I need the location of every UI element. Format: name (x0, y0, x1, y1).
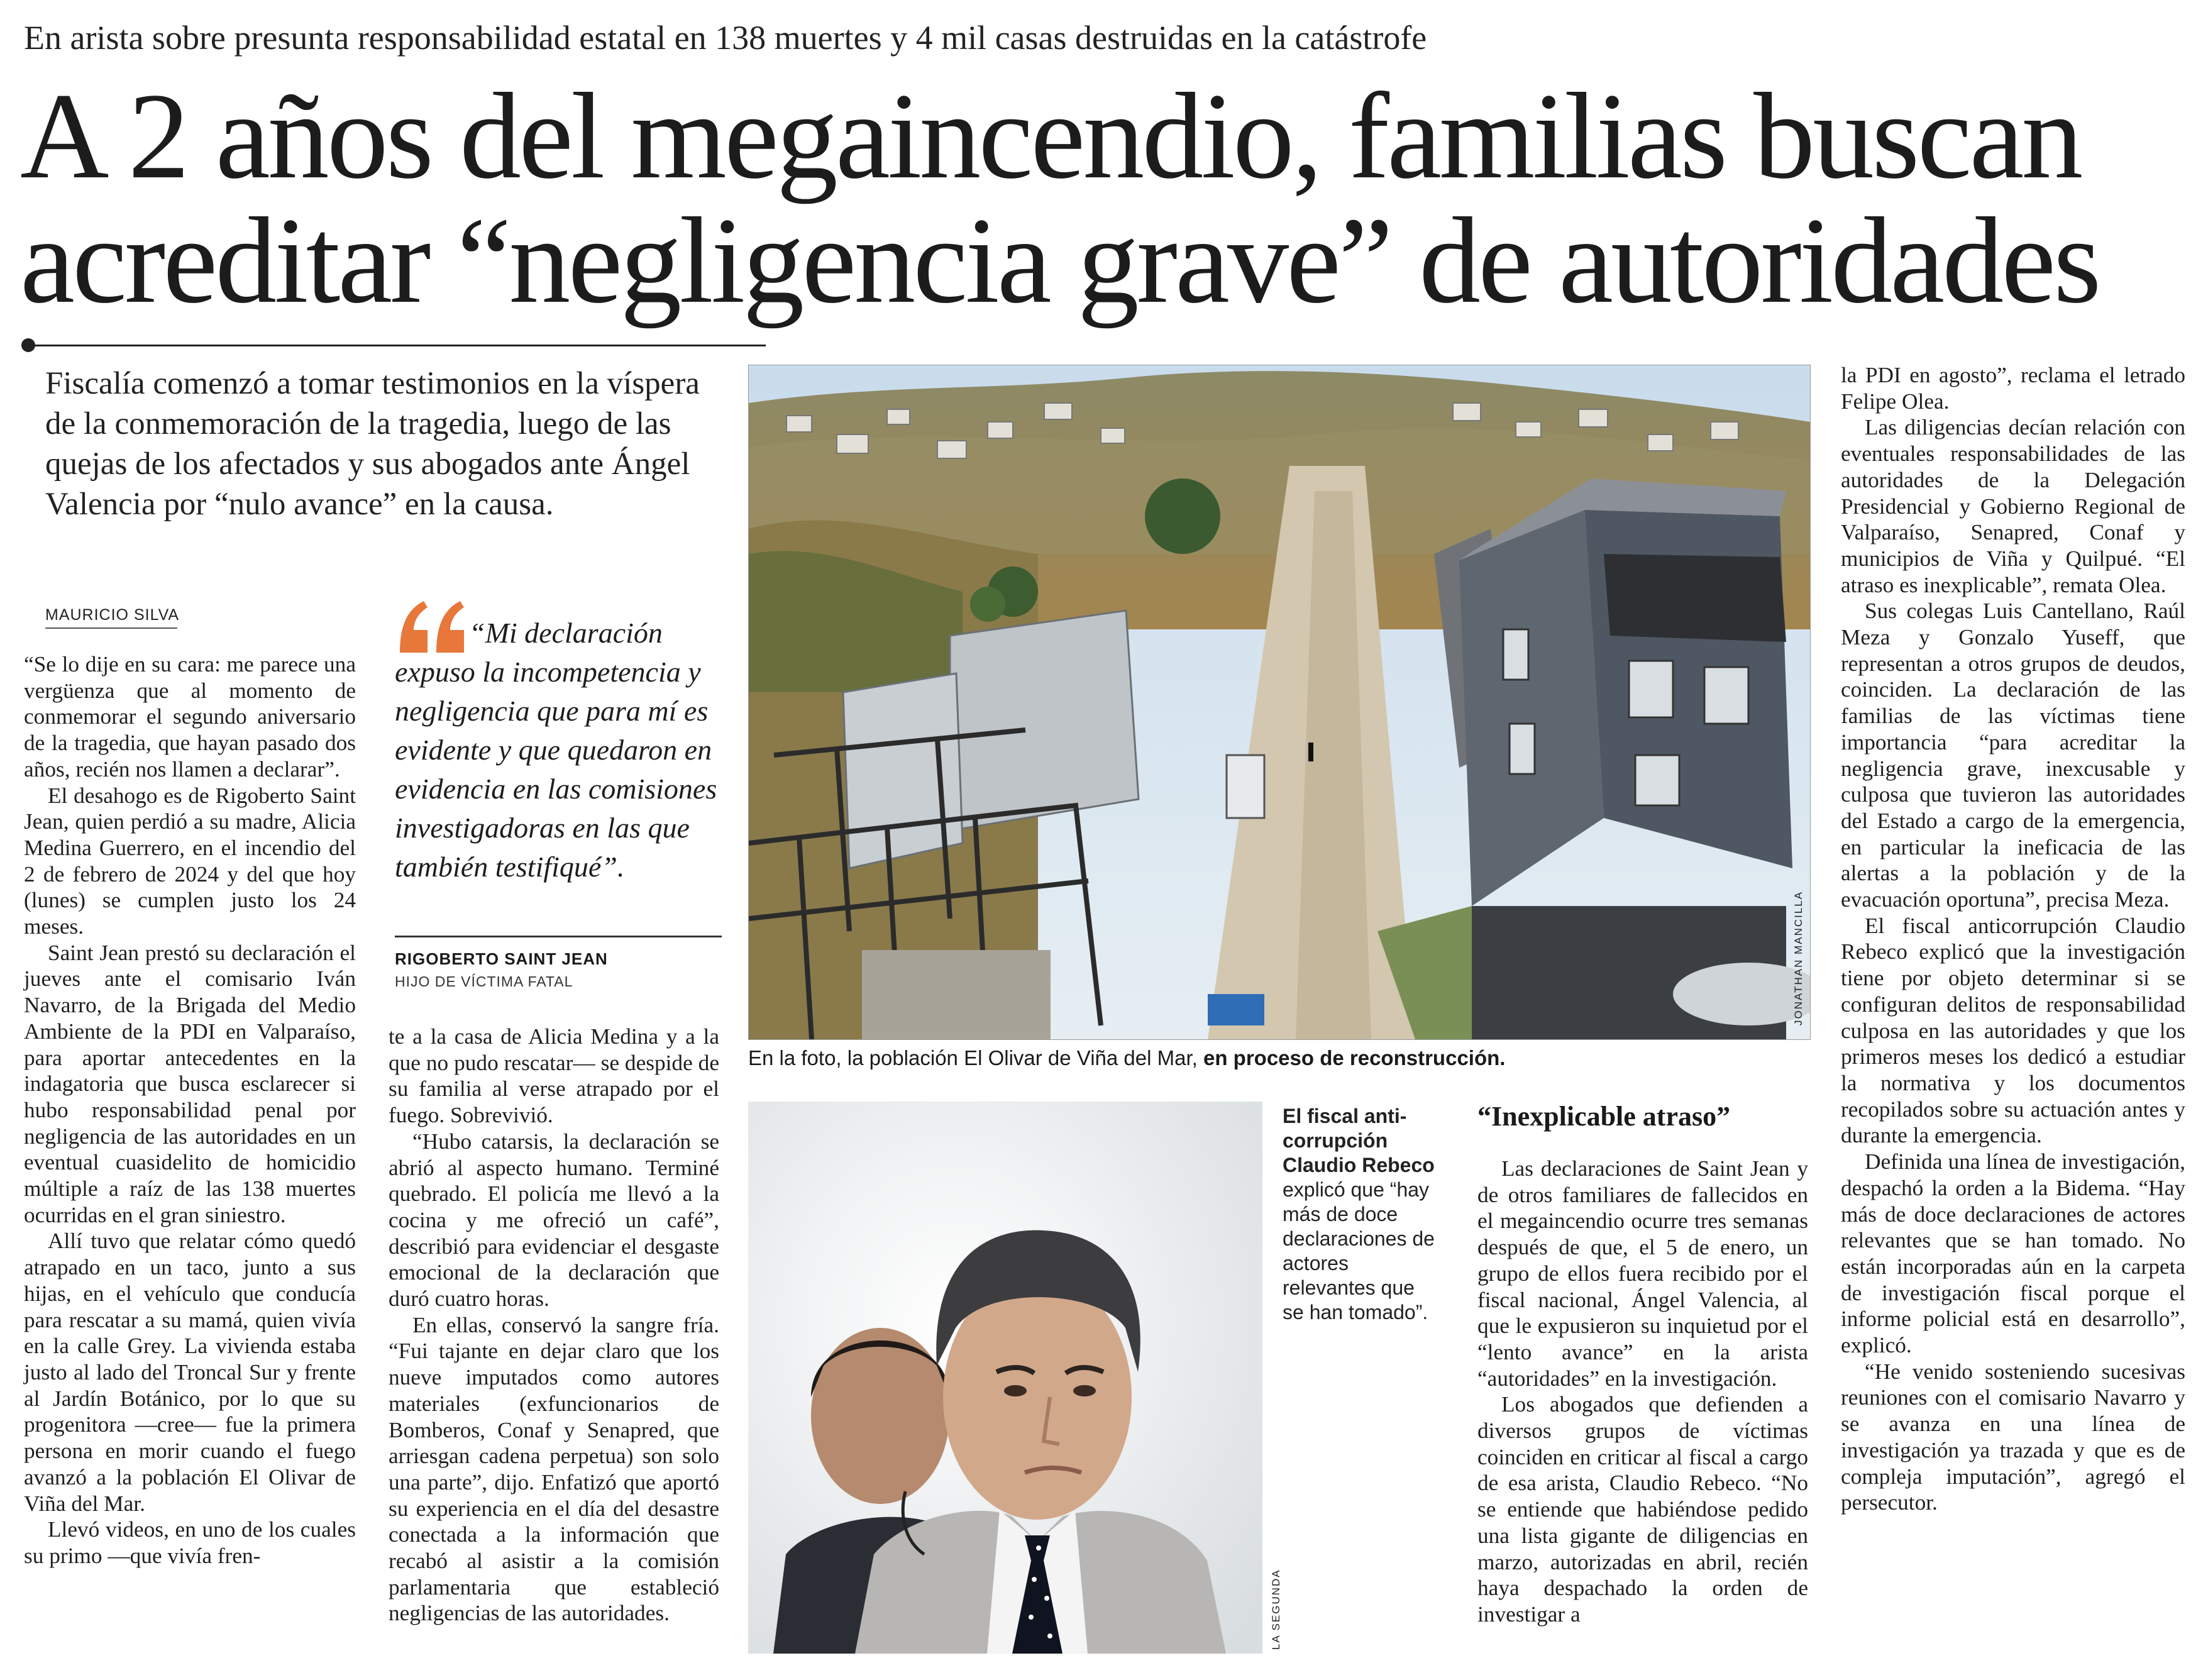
paragraph: Saint Jean prestó su declaración el jueves ante el comisario Iván Navarro, de la Brigada del Medio Ambiente de la PDI en Valparaíso, para aportar antecedentes en la indagatoria que busca esclarecer si hubo responsabilidad penal por negligencia de las autoridades en un eventual cuasidelito de homicidio múltiple a raíz de las 138 muertes ocurridas en el gran siniestro. (24, 940, 356, 1227)
headline (20, 68, 2195, 329)
headline-line-1: A 2 años del megaincendio, familias buscan (20, 68, 2081, 204)
paragraph: Allí tuvo que relatar cómo quedó atrapado en un taco, junto a sus hijas, en el vehículo que conducía para rescatar a su mamá, quien vivía en la calle Grey. La vivienda estaba justo al lado del Troncal Sur y frente al Jardín Botánico, por lo que su progenitora —cree— fue la primera persona en morir cuando el fuego avanzó a la población El Olivar de Viña del Mar. (24, 1229, 356, 1516)
paragraph: la PDI en agosto”, reclama el letrado Felipe Olea. (1841, 363, 2185, 414)
pull-quote-rule (395, 936, 722, 937)
photo1-credit: JONATHAN MANCILLA (1792, 890, 1804, 1025)
subhead: “Inexplicable atraso” (1477, 1101, 1731, 1132)
body-column-2 (389, 1024, 719, 1627)
pull-quote-name: RIGOBERTO SAINT JEAN (395, 949, 608, 968)
paragraph: El desahogo es de Rigoberto Saint Jean, quien perdió a su madre, Alicia Medina Guerrero, en el incendio del 2 de febrero de 2024 y del que hoy (lunes) se cumplen justo los 24 meses. (24, 783, 356, 939)
section-rule (24, 345, 766, 346)
reconstruction-illustration (749, 365, 1810, 1039)
bullet-dot (21, 338, 35, 352)
deck: Fiscalía comenzó a tomar testimonios en la víspera de la conmemoración de la tragedia, luego de las quejas de los afectados y sus abogados ante Ángel Valencia por “nulo avance” en la causa. (45, 366, 700, 522)
paragraph: Sus colegas Luis Cantellano, Raúl Meza y Gonzalo Yuseff, que representan a otros grupos de deudos, coinciden. La declaración de las familias de las víctimas tiene importancia “para acreditar la negligencia grave, inexcusable y culposa que tuvieron las autoridades del Estado a cargo de la emergencia, en particular la ineficacia de las alertas a la población y de la evacuación oportuna”, precisa Meza. (1841, 599, 2185, 912)
photo1-caption (748, 1046, 1505, 1070)
paragraph: En ellas, conservó la sangre fría. “Fui tajante en dejar claro que los nueve imputados como autores materiales (exfuncionarios de Bomberos, Conaf y Senapred, que arriesgan cadena perpetua) son solo una parte”, dijo. Enfatizó que aportó su experiencia en el día del desastre conectada a la información que recabó al asistir a la comisión parlamentaria que estableció negligencias de las autoridades. (389, 1312, 719, 1626)
body-column-1 (24, 651, 356, 1569)
paragraph: Los abogados que defienden a diversos grupos de víctimas coinciden en criticar al fiscal a cargo de esa arista, Claudio Rebeco. “No se entiende que habiéndose pedido una lista gigante de diligencias en marzo, autorizadas en abril, recién haya despachado la orden de investigar a (1477, 1392, 1808, 1627)
pull-quote (395, 614, 722, 887)
paragraph: “Se lo dije en su cara: me parece una vergüenza que al momento de conmemorar el segundo aniversario de la tragedia, que hayan pasado dos años, recién nos llamen a declarar”. (24, 652, 356, 782)
paragraph: te a la casa de Alicia Medina y a la que no pudo rescatar— se despide de su familia al verse atrapado por el fuego. Sobrevivió. (389, 1024, 719, 1128)
paragraph: “He venido sosteniendo sucesivas reuniones con el comisario Navarro y se avanza en una línea de investigación ya trazada y que es de compleja imputación”, agregó el persecutor. (1841, 1359, 2185, 1515)
byline: MAURICIO SILVA (45, 606, 180, 624)
portrait-illustration (748, 1102, 1262, 1654)
reconstruction-photo (748, 365, 1811, 1040)
paragraph: Las diligencias decían relación con eventuales responsabilidades de las autoridades de la Delegación Presidencial y Gobierno Regional de Valparaíso, Senapred, Conaf y municipios de Viña y Quilpué. “El atraso es inexplicable”, remata Olea. (1841, 415, 2185, 597)
photo2-side-caption-bold: El fiscal anti-corrupción Claudio Rebeco (1283, 1105, 1435, 1176)
paragraph: “Hubo catarsis, la declaración se abrió al aspecto humano. Terminé quebrado. El policía me llevó a la cocina y me ofreció un café”, describió para evidenciar el desgaste emocional de la declaración que duró cuatro horas. (389, 1129, 719, 1312)
paragraph: Definida una línea de investigación, despachó la orden a la Bidema. “Hay más de doce declaraciones de actores relevantes que se han tomado. No están incorporadas aún en la carpeta de investigación fiscal porque el informe policial está en desarrollo”, explicó. (1841, 1149, 2185, 1358)
photo2-credit: LA SEGUNDA (1270, 1569, 1282, 1650)
paragraph: Llevó videos, en uno de los cuales su primo —que vivía fren- (24, 1517, 356, 1568)
photo2-side-caption (1283, 1104, 1437, 1325)
photo2-side-caption-plain: explicó que “hay más de doce declaraciones de actores relevantes que se han tomado”. (1283, 1178, 1435, 1324)
photo1-caption-plain: En la foto, la población El Olivar de Viña del Mar, (748, 1046, 1203, 1069)
pull-quote-text: “Mi declaración expuso la incompetencia y negligencia que para mí es evidente y que quedaron en evidencia en las comisiones investigadoras en las que también testifiqué”. (395, 617, 717, 883)
body-column-3 (1477, 1156, 1808, 1628)
pull-quote-role: HIJO DE VÍCTIMA FATAL (395, 973, 573, 990)
paragraph: Las declaraciones de Saint Jean y de otros familiares de fallecidos en el megaincendio ocurre tres semanas después de que, el 5 de enero, un grupo de ellos fuera recibido por el fiscal nacional, Ángel Valencia, al que le expusieron su inquietud por el “lento avance” en la arista “autoridades” en la investigación. (1477, 1156, 1808, 1391)
paragraph: El fiscal anticorrupción Claudio Rebeco explicó que la investigación tiene por objeto determinar si se configuran delitos de responsabilidad culposa en las autoridades y que los primeros meses los dedicó a estudiar la normativa y los documentos recopilados sobre su actuación antes y durante la emergencia. (1841, 913, 2185, 1148)
headline-line-2: acreditar “negligencia grave” de autoridades (20, 192, 2099, 329)
photo1-caption-bold: en proceso de reconstrucción. (1203, 1046, 1506, 1069)
portrait-photo (748, 1102, 1262, 1654)
byline-rule (45, 627, 177, 629)
kicker: En arista sobre presunta responsabilidad estatal en 138 muertes y 4 mil casas destruidas en la catástrofe (24, 19, 1427, 57)
body-column-4 (1841, 362, 2185, 1516)
